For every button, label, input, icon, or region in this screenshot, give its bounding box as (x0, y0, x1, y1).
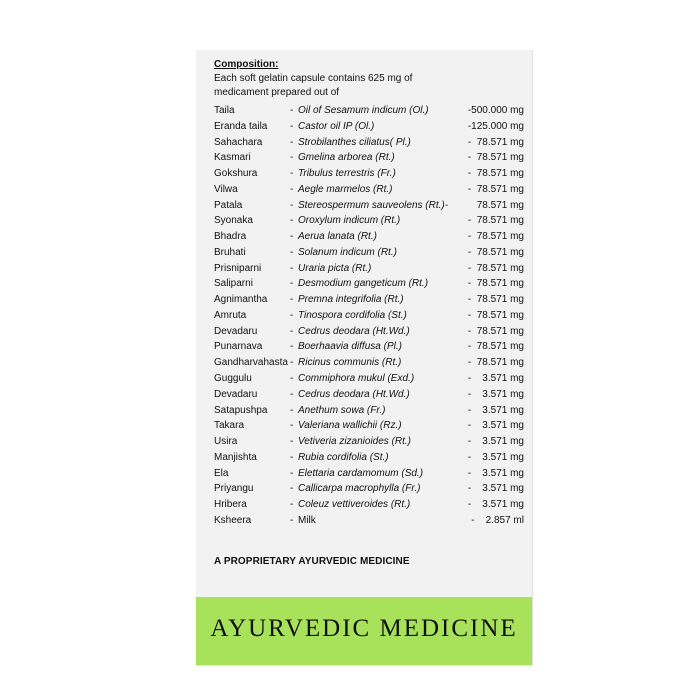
ingredient-name: Satapushpa (214, 404, 268, 416)
composition-title: Composition: (214, 59, 279, 70)
ingredient-dash: - (290, 404, 294, 416)
ingredient-botanical: Oroxylum indicum (Rt.) (298, 215, 401, 227)
ingredient-quantity: -125.000 mg (467, 120, 524, 132)
ingredient-row (214, 355, 524, 371)
ingredient-quantity: - 78.571 mg (467, 309, 524, 321)
ingredient-quantity: -500.000 mg (467, 105, 524, 116)
ingredient-row (214, 119, 524, 135)
ingredient-quantity: - 3.571 mg (467, 373, 524, 385)
ingredient-dash: - (290, 262, 294, 274)
ingredient-row (214, 324, 524, 340)
ingredient-name: Priyangu (214, 483, 254, 495)
ingredient-name: Sahachara (214, 136, 263, 148)
intro-line-1: Each soft gelatin capsule contains 625 mg of (214, 73, 413, 84)
ingredient-row (214, 339, 524, 355)
ingredient-botanical: Callicarpa macrophylla (Fr.) (298, 483, 421, 495)
ingredient-botanical: Rubia cordifolia (St.) (298, 451, 389, 463)
ingredient-dash: - (290, 467, 294, 479)
ingredient-quantity: - 78.571 mg (467, 168, 524, 180)
ingredient-botanical: Commiphora mukul (Exd.) (298, 373, 415, 385)
ingredient-dash: - (290, 341, 294, 353)
ingredient-quantity: - 78.571 mg (467, 294, 524, 306)
ingredient-name: Taila (214, 105, 235, 116)
ingredient-botanical: Premna integrifolia (Rt.) (298, 294, 404, 306)
ingredient-row (214, 497, 524, 513)
ingredient-botanical: Aerua lanata (Rt.) (298, 231, 377, 243)
ingredient-name: Guggulu (214, 373, 252, 385)
ingredient-botanical: Oil of Sesamum indicum (Ol.) (298, 105, 429, 116)
ingredient-name: Usira (214, 436, 238, 448)
ingredient-botanical: Solanum indicum (Rt.) (298, 246, 397, 258)
ingredient-name: Prisniparni (214, 262, 262, 274)
ingredient-dash: - (290, 152, 294, 164)
ingredient-name: Gandharvahasta (214, 357, 288, 369)
ingredient-botanical: Ricinus communis (Rt.) (298, 357, 402, 369)
ingredient-row (214, 245, 524, 261)
ingredient-dash: - (290, 136, 294, 148)
proprietary-note: A PROPRIETARY AYURVEDIC MEDICINE (214, 556, 410, 567)
ingredient-row (214, 403, 524, 419)
ingredient-botanical: Castor oil IP (Ol.) (298, 120, 375, 132)
ingredient-row (214, 481, 524, 497)
ingredient-dash: - (290, 215, 294, 227)
ingredient-name: Takara (214, 420, 245, 432)
ingredient-row (214, 150, 524, 166)
ingredient-list (214, 103, 524, 529)
ingredient-row (214, 198, 524, 214)
ingredient-botanical: Stereospermum sauveolens (Rt.)- (298, 199, 449, 211)
ingredient-quantity: - 3.571 mg (467, 420, 524, 432)
ingredient-botanical: Tribulus terrestris (Fr.) (298, 168, 396, 180)
ingredient-name: Gokshura (214, 168, 258, 180)
ingredient-name: Ksheera (214, 514, 252, 526)
ingredient-dash: - (290, 120, 294, 132)
banner (196, 597, 532, 665)
ingredient-botanical: Boerhaavia diffusa (Pl.) (298, 341, 402, 353)
ingredient-row (214, 450, 524, 466)
ingredient-name: Agnimantha (214, 294, 268, 306)
ingredient-quantity: - 78.571 mg (467, 136, 524, 148)
ingredient-row (214, 513, 524, 529)
ingredient-row (214, 434, 524, 450)
ingredient-name: Devadaru (214, 388, 258, 400)
label-panel (196, 50, 532, 665)
ingredient-dash: - (290, 168, 294, 180)
ingredient-dash: - (290, 436, 294, 448)
ingredient-name: Manjishta (214, 451, 257, 463)
ingredient-row (214, 261, 524, 277)
ingredient-botanical: Cedrus deodara (Ht.Wd.) (298, 325, 410, 337)
ingredient-quantity: - 78.571 mg (467, 246, 524, 258)
ingredient-dash: - (290, 278, 294, 290)
ingredient-row (214, 103, 524, 119)
ingredient-quantity: - 78.571 mg (467, 183, 524, 195)
ingredient-name: Syonaka (214, 215, 253, 227)
ingredient-quantity: - 78.571 mg (467, 231, 524, 243)
composition-intro (214, 72, 514, 100)
ingredient-quantity: - 3.571 mg (467, 388, 524, 400)
ingredient-row (214, 276, 524, 292)
intro-line-2: medicament prepared out of (214, 87, 340, 98)
ingredient-dash: - (290, 499, 294, 511)
ingredient-dash: - (290, 373, 294, 385)
ingredient-botanical: Uraria picta (Rt.) (298, 262, 372, 274)
ingredient-botanical: Coleuz vettiveroides (Rt.) (298, 499, 411, 511)
ingredient-quantity: - 78.571 mg (467, 215, 524, 227)
ingredient-name: Vilwa (214, 183, 238, 195)
ingredient-row (214, 135, 524, 151)
ingredient-quantity: - 78.571 mg (467, 278, 524, 290)
ingredient-botanical: Anethum sowa (Fr.) (298, 404, 386, 416)
ingredient-botanical: Elettaria cardamomum (Sd.) (298, 467, 424, 479)
ingredient-botanical: Aegle marmelos (Rt.) (298, 183, 393, 195)
ingredient-botanical: Cedrus deodara (Ht.Wd.) (298, 388, 410, 400)
ingredient-quantity: - 78.571 mg (467, 325, 524, 337)
ingredient-dash: - (290, 420, 294, 432)
ingredient-name: Patala (214, 199, 243, 211)
ingredient-botanical: Valeriana wallichii (Rz.) (298, 420, 402, 432)
ingredient-dash: - (290, 294, 294, 306)
ingredient-botanical: Desmodium gangeticum (Rt.) (298, 278, 429, 290)
ingredient-quantity: - 3.571 mg (467, 483, 524, 495)
ingredient-quantity: - 78.571 mg (467, 357, 524, 369)
ingredient-quantity: - 78.571 mg (467, 152, 524, 164)
ingredient-dash: - (290, 183, 294, 195)
ingredient-quantity: - 3.571 mg (467, 436, 524, 448)
ingredient-dash: - (290, 199, 294, 211)
ingredient-name: Punarnava (214, 341, 263, 353)
ingredient-dash: - (290, 309, 294, 321)
ingredient-dash: - (290, 388, 294, 400)
ingredient-dash: - (290, 514, 294, 526)
ingredient-quantity: - 78.571 mg (467, 262, 524, 274)
ingredient-name: Bruhati (214, 246, 246, 258)
ingredient-row (214, 466, 524, 482)
ingredient-row (214, 387, 524, 403)
ingredient-name: Devadaru (214, 325, 258, 337)
ingredient-quantity: 78.571 mg (476, 199, 524, 211)
ingredient-name: Ela (214, 467, 229, 479)
ingredient-dash: - (290, 451, 294, 463)
ingredient-row (214, 292, 524, 308)
ingredient-name: Hribera (214, 499, 247, 511)
ingredient-name: Amruta (214, 309, 247, 321)
ingredient-quantity: - 3.571 mg (467, 499, 524, 511)
ingredient-row (214, 229, 524, 245)
ingredient-botanical: Strobilanthes ciliatus( Pl.) (298, 136, 411, 148)
ingredient-row (214, 308, 524, 324)
ingredient-dash: - (290, 105, 294, 116)
ingredient-dash: - (290, 483, 294, 495)
ingredient-quantity: - 3.571 mg (467, 467, 524, 479)
ingredient-quantity: - 3.571 mg (467, 451, 524, 463)
ingredient-row (214, 371, 524, 387)
ingredient-dash: - (290, 325, 294, 337)
ingredient-row (214, 418, 524, 434)
ingredient-name: Eranda taila (214, 120, 268, 132)
ingredient-dash: - (290, 231, 294, 243)
ingredient-botanical: Vetiveria zizanioides (Rt.) (298, 436, 412, 448)
ingredient-row (214, 213, 524, 229)
ingredient-botanical: Tinospora cordifolia (St.) (298, 309, 407, 321)
ingredient-dash: - (290, 357, 294, 369)
banner-text: AYURVEDIC MEDICINE (210, 615, 518, 642)
ingredient-row (214, 182, 524, 198)
ingredient-name: Bhadra (214, 231, 247, 243)
ingredient-quantity: - 2.857 ml (471, 514, 524, 526)
ingredient-quantity: - 78.571 mg (467, 341, 524, 353)
ingredient-dash: - (290, 246, 294, 258)
ingredient-quantity: - 3.571 mg (467, 404, 524, 416)
ingredient-name: Kasmari (214, 152, 251, 164)
ingredient-row (214, 166, 524, 182)
ingredient-botanical: Gmelina arborea (Rt.) (298, 152, 395, 164)
ingredient-name: Saliparni (214, 278, 253, 290)
ingredient-botanical: Milk (298, 514, 316, 526)
